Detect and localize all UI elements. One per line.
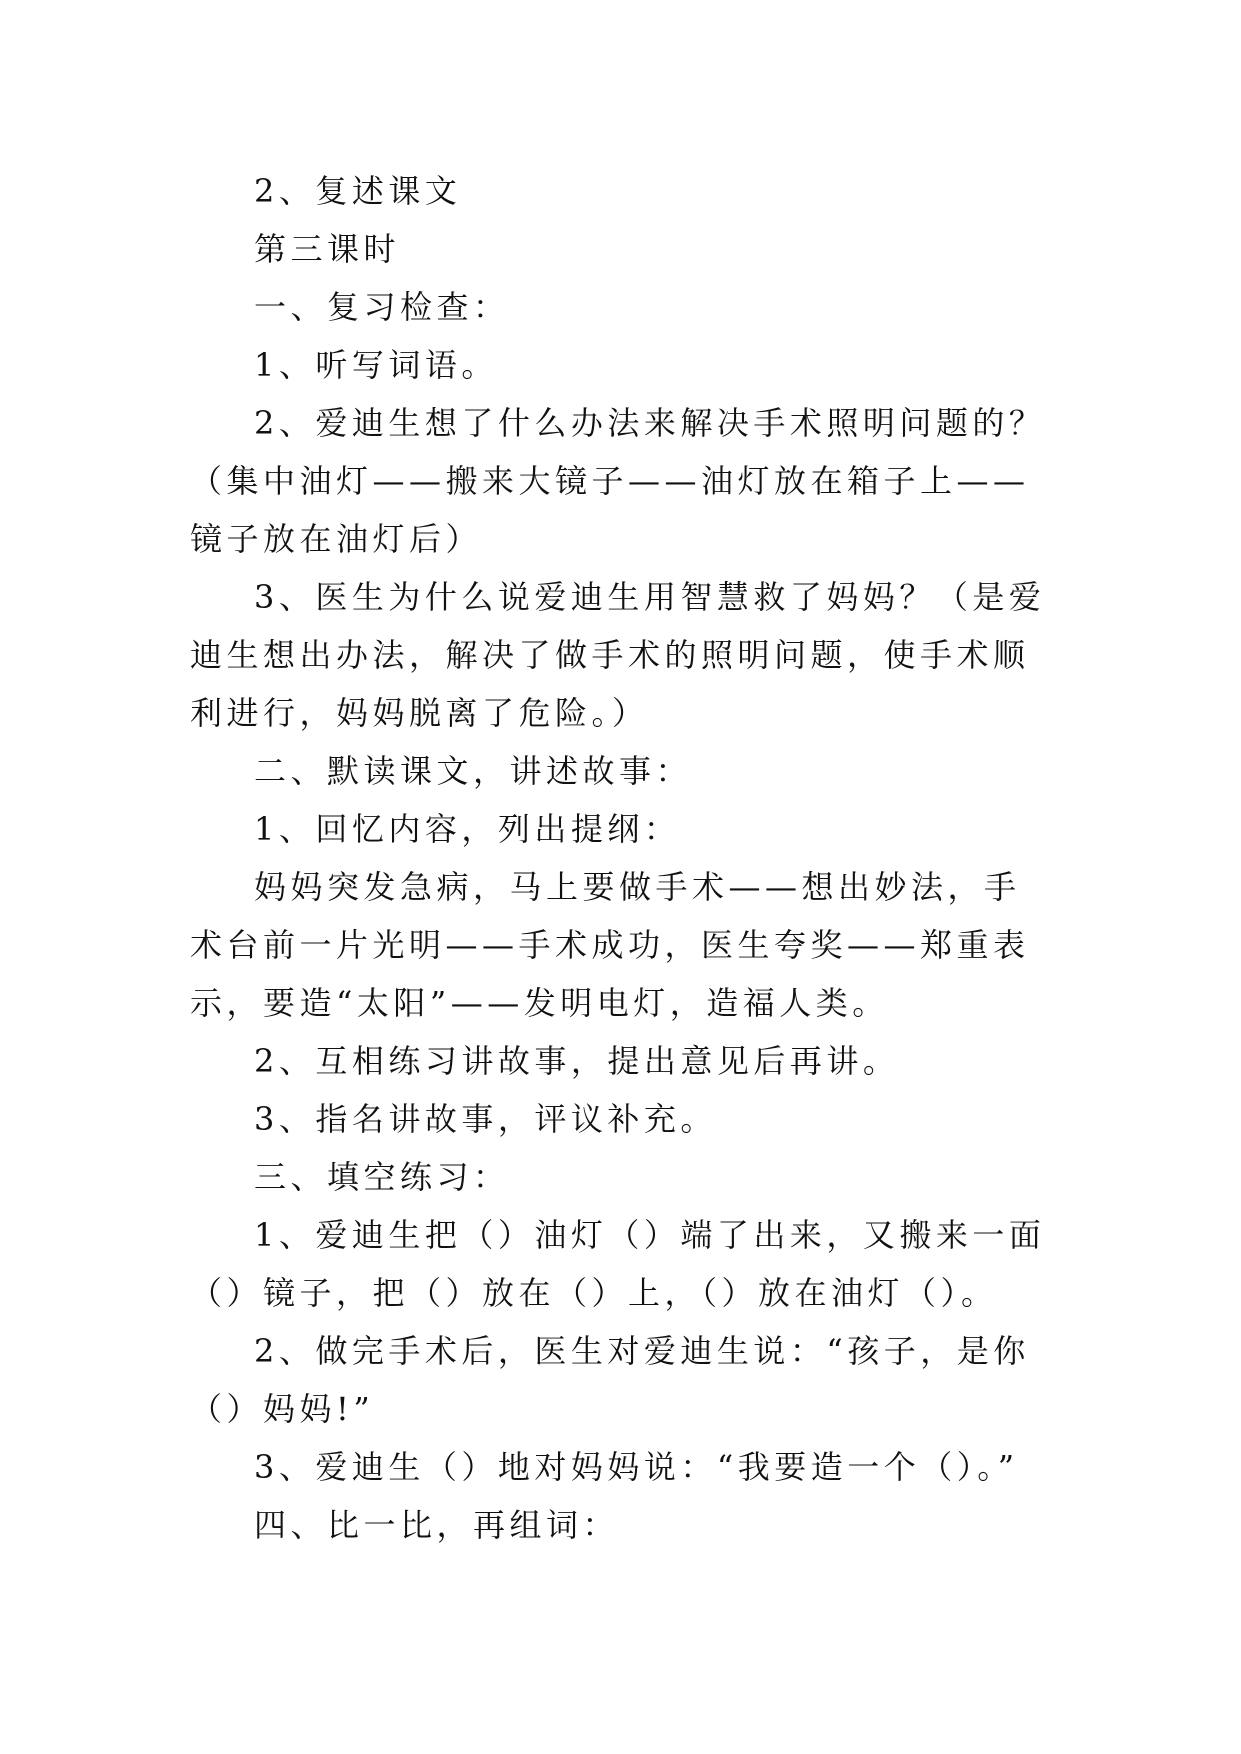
paragraph: 1、回忆内容，列出提纲： <box>254 810 681 848</box>
paragraph: 2、互相练习讲故事，提出意见后再讲。 <box>254 1042 900 1080</box>
paragraph: 3、医生为什么说爱迪生用智慧救了妈妈？（是爱迪生想出办法，解决了做手术的照明问题，使手术顺利进行，妈妈脱离了危险。） <box>190 578 1046 732</box>
section-heading: 三、填空练习： <box>254 1158 510 1196</box>
paragraph: 1、爱迪生把（）油灯（）端了出来，又搬来一面（）镜子，把（）放在（）上，（）放在油灯（）。 <box>190 1216 1046 1312</box>
section-heading: 四、比一比，再组词： <box>254 1506 620 1544</box>
paragraph: 1、听写词语。 <box>254 346 498 384</box>
section-heading: 一、复习检查： <box>254 288 510 326</box>
paragraph: 2、做完手术后，医生对爱迪生说：“孩子，是你（）妈妈!” <box>190 1332 1030 1428</box>
section-heading: 二、默读课文，讲述故事： <box>254 752 693 790</box>
paragraph: 2、复述课文 <box>254 172 462 210</box>
paragraph: 妈妈突发急病，马上要做手术——想出妙法，手术台前一片光明——手术成功，医生夸奖——郑重表示，要造“太阳”——发明电灯，造福人类。 <box>190 868 1030 1022</box>
paragraph: 3、指名讲故事，评议补充。 <box>254 1100 717 1138</box>
paragraph: 3、爱迪生（）地对妈妈说：“我要造一个（）。” <box>254 1448 1019 1486</box>
paragraph: 2、爱迪生想了什么办法来解决手术照明问题的？（集中油灯——搬来大镜子——油灯放在箱子上——镜子放在油灯后） <box>190 404 1046 558</box>
document-body <box>190 162 1056 1554</box>
lesson-heading: 第三课时 <box>254 230 401 268</box>
